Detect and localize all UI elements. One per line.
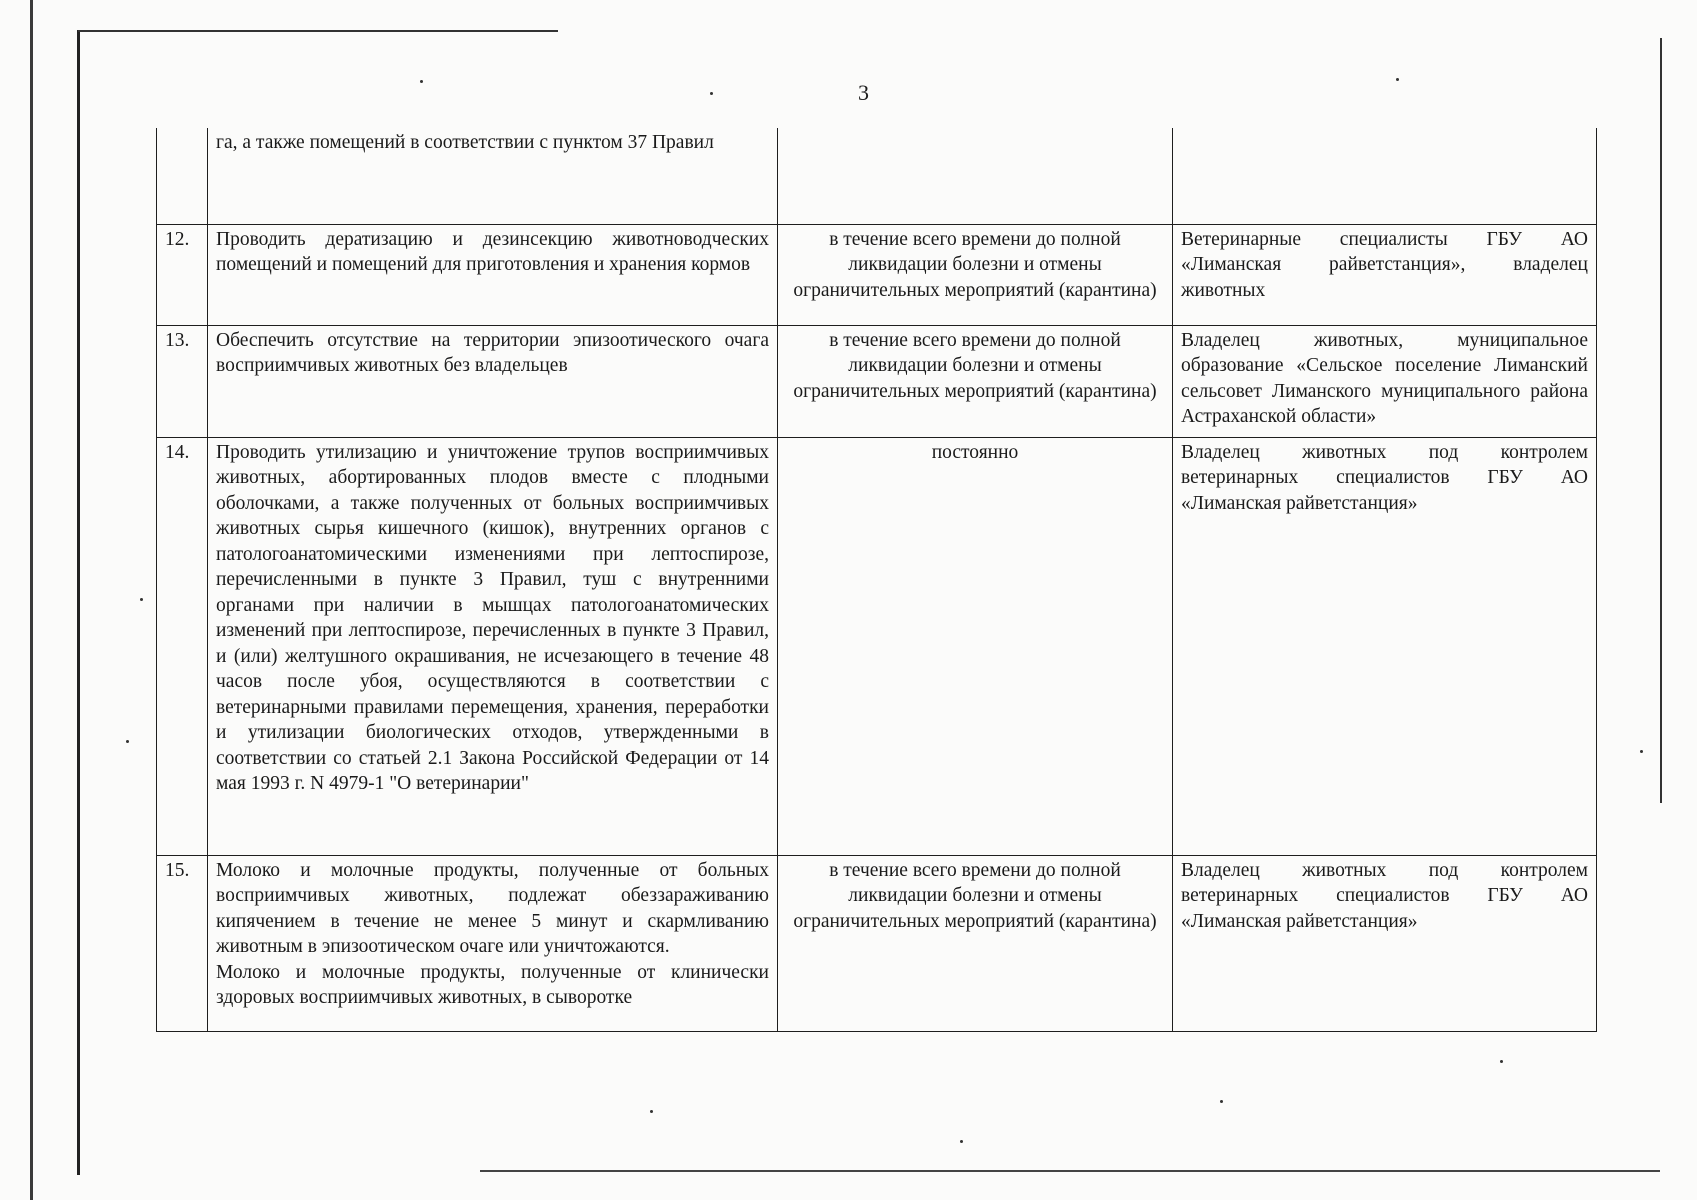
table-row <box>157 128 1597 224</box>
scan-speck <box>650 1110 653 1113</box>
scan-top-border <box>78 30 558 32</box>
action-cell <box>208 855 778 1031</box>
scan-speck <box>126 740 129 743</box>
scan-speck <box>420 80 423 83</box>
action-text: Проводить дератизацию и дезинсекцию животноводческих помещений и помещений для приготовления и хранения кормов <box>208 224 778 325</box>
scan-speck <box>1396 78 1399 81</box>
term-text: в течение всего времени до полной ликвидации болезни и отмены ограничительных мероприятий (карантина) <box>778 224 1173 325</box>
row-number: 12. <box>157 224 208 325</box>
responsible-text: Владелец животных под контролем ветеринарных специалистов ГБУ АО «Лиманская райветстанция» <box>1173 855 1597 1031</box>
row-number: 14. <box>157 437 208 855</box>
scan-speck <box>140 598 143 601</box>
scan-left-edge <box>30 0 33 1200</box>
scan-speck <box>710 92 713 95</box>
responsible-text: Владелец животных под контролем ветеринарных специалистов ГБУ АО «Лиманская райветстанция» <box>1173 437 1597 855</box>
row-number: 15. <box>157 855 208 1031</box>
scan-right-border <box>1660 38 1662 803</box>
action-text: га, а также помещений в соответствии с пунктом 37 Правил <box>208 128 778 224</box>
responsible-text: Ветеринарные специалисты ГБУ АО «Лиманская райветстанция», владелец животных <box>1173 224 1597 325</box>
scan-speck <box>1220 1100 1223 1103</box>
term-text: постоянно <box>778 437 1173 855</box>
term-text <box>778 128 1173 224</box>
scan-speck <box>1640 750 1643 753</box>
row-number: 13. <box>157 325 208 437</box>
table-row <box>157 855 1597 1031</box>
term-text: в течение всего времени до полной ликвидации болезни и отмены ограничительных мероприятий (карантина) <box>778 325 1173 437</box>
table-row <box>157 437 1597 855</box>
responsible-text <box>1173 128 1597 224</box>
action-text: Обеспечить отсутствие на территории эпизоотического очага восприимчивых животных без владельцев <box>208 325 778 437</box>
action-text: Проводить утилизацию и уничтожение трупов восприимчивых животных, абортированных плодов вместе с плодными оболочками, а также полученных от больных восприимчивых животных сырья кишечного (кишок), внутренних органов с патологоанатомическими изменениями при лептоспирозе, перечисленными в пункте 3 Правил, туш с внутренними органами при наличии в мышцах патологоанатомических изменений при лептоспирозе, перечисленных в пункте 3 Правил, и (или) желтушного окрашивания, не исчезающего в течение 48 часов после убоя, осуществляются в соответствии с ветеринарными правилами перемещения, хранения, переработки и утилизации биологических отходов, утвержденными в соответствии со статьей 2.1 Закона Российской Федерации от 14 мая 1993 г. N 4979-1 "О ветеринарии" <box>208 437 778 855</box>
row-number <box>157 128 208 224</box>
responsible-text: Владелец животных, муниципальное образование «Сельское поселение Лиманский сельсовет Лиманского муниципального района Астраханской области» <box>1173 325 1597 437</box>
scan-speck <box>1500 1060 1503 1063</box>
table-row <box>157 325 1597 437</box>
scan-bottom-border <box>480 1170 1660 1172</box>
table-row <box>157 224 1597 325</box>
scan-inner-border <box>77 30 80 1175</box>
term-text: в течение всего времени до полной ликвидации болезни и отмены ограничительных мероприятий (карантина) <box>778 855 1173 1031</box>
action-text: Молоко и молочные продукты, полученные от больных восприимчивых животных, подлежат обеззараживанию кипячением в течение не менее 5 минут и скармливанию животным в эпизоотическом очаге или уничтожаются. <box>216 859 769 957</box>
action-text-continued: Молоко и молочные продукты, полученные от клинически здоровых восприимчивых животных, в сыворотке <box>216 961 769 1008</box>
page-number: 3 <box>858 80 869 105</box>
scan-speck <box>960 1140 963 1143</box>
measures-table <box>156 128 1597 1032</box>
